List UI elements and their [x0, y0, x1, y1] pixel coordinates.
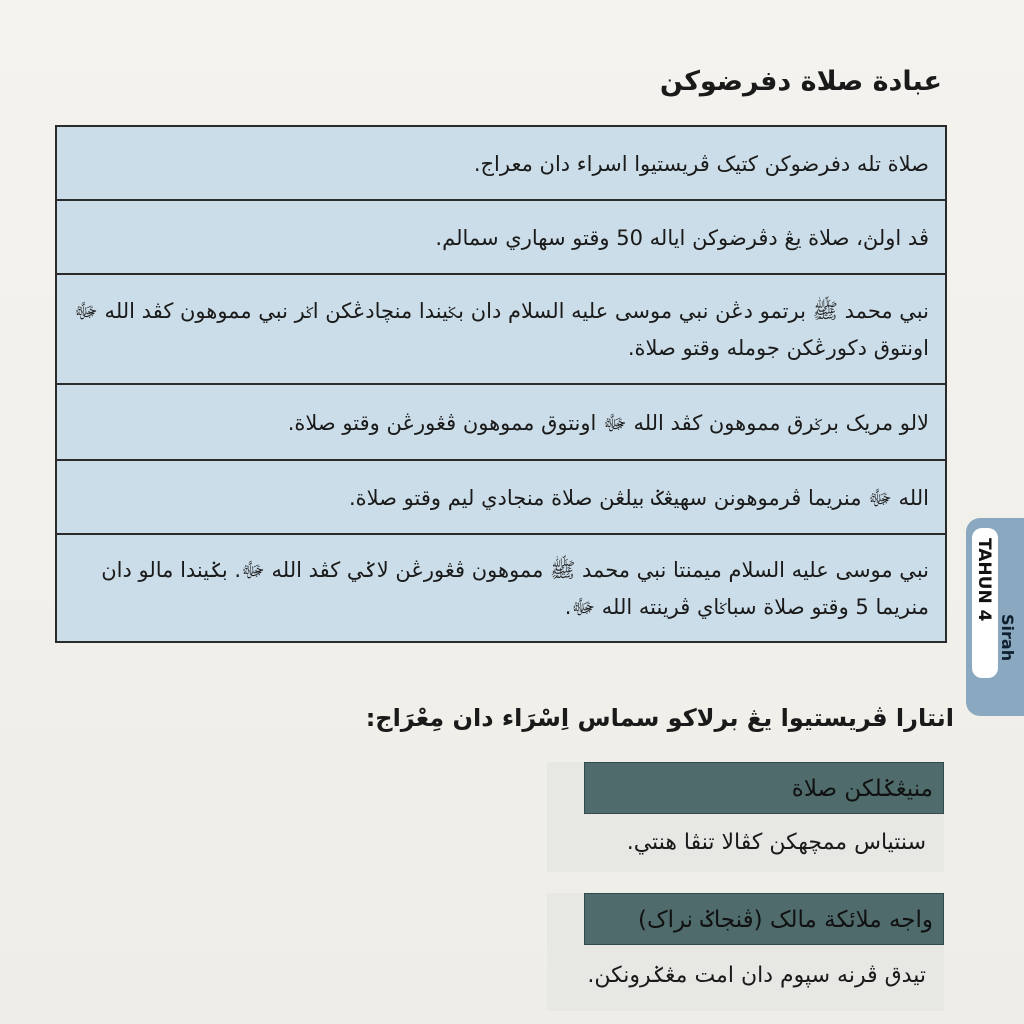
event-card-text: تيدق ڤرنه سپوم دان امت مڠݢرونكن. [587, 963, 926, 988]
event-card-text: سنتياس ممچهكن كڤالا تنڤا هنتي. [626, 830, 926, 855]
section-title: عبادة صلاة دفرضوكن [659, 66, 942, 97]
table-row: ڤد اولڽ، صلاة يڠ دڤرضوكن اياله 50 وقتو سهاري سمالم. [57, 201, 945, 275]
event-card [547, 762, 944, 872]
subject-label: Sirah [998, 614, 1017, 662]
year-badge [972, 528, 998, 678]
table-row: نبي موسى عليه السلام ميمنتا نبي محمد ﷺ مموهون ڤڠورڠن لاݢي كڤد الله ﷻ. بݢيندا مالو دان منريما 5 وقتو صلاة سباݢاي ڤرينته الله ﷻ. [101, 558, 929, 619]
table-row: نبي محمد ﷺ برتمو دڠن نبي موسى عليه السلام دان بݢيندا منچادڠكن اݢر نبي مموهون كڤد الله ﷻ اونتوق دكورڠكن جومله وقتو صلاة. [57, 275, 945, 385]
content-table [55, 125, 947, 643]
table-row: لالو مريک برݢرق مموهون كڤد الله ﷻ اونتوق مموهون ڤڠورڠن وقتو صلاة. [57, 385, 945, 461]
event-card [547, 893, 944, 1011]
event-card-title: منيڠݢلكن صلاة [584, 762, 944, 814]
chapter-side-tab [966, 518, 1024, 716]
table-row: صلاة تله دفرضوكن كتيک ڤريستيوا اسراء دان معراج. [57, 127, 945, 201]
event-card-title: واجه ملائكة مالک (ڤنجاݢ نراک) [584, 893, 944, 945]
events-heading: انتارا ڤريستيوا يڠ برلاكو سماس اِسْرَاء دان مِعْرَاج: [365, 704, 954, 732]
table-row: الله ﷻ منريما ڤرموهونن سهيڠݢ بيلڠن صلاة منجادي ليم وقتو صلاة. [57, 461, 945, 535]
year-label: TAHUN 4 [974, 538, 994, 622]
